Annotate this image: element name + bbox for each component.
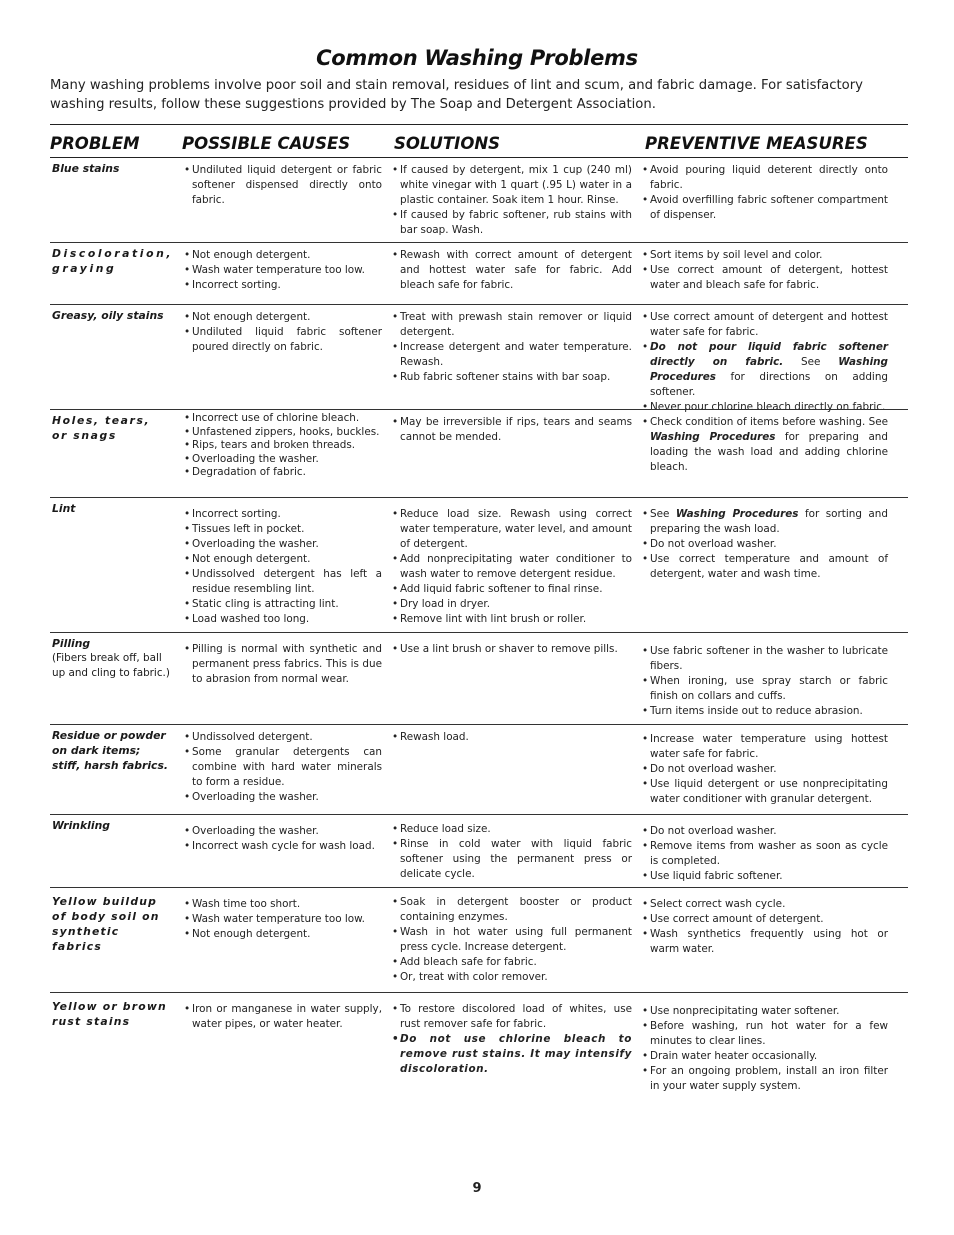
cause-item: • Incorrect sorting. (184, 278, 382, 293)
problem-label: Holes, tears, or snags (52, 414, 151, 442)
solution-item: • Rewash load. (392, 730, 632, 745)
solution-item: • If caused by fabric softener, rub stains with bar soap. Wash. (392, 208, 632, 238)
preventive-item: • Use correct amount of detergent, hottest water and bleach safe for fabric. (642, 263, 888, 293)
solution-item: • Or, treat with color remover. (392, 970, 632, 985)
cause-item: • Incorrect sorting. (184, 507, 382, 522)
cause-item: • Some granular detergents can combine with hard water minerals to form a residue. (184, 745, 382, 790)
cause-item: • Overloading the washer. (184, 453, 382, 467)
solution-item: • Remove lint with lint brush or roller. (392, 612, 632, 627)
header-possible-causes: POSSIBLE CAUSES (182, 134, 351, 153)
cause-item: • Wash time too short. (184, 897, 382, 912)
cause-item: • Overloading the washer. (184, 537, 382, 552)
cause-item: • Iron or manganese in water supply, water pipes, or water heater. (184, 1002, 382, 1032)
cause-item: • Rips, tears and broken threads. (184, 439, 382, 453)
table-row (50, 632, 908, 724)
cause-item: • Wash water temperature too low. (184, 912, 382, 927)
solution-item: • Use a lint brush or shaver to remove pills. (392, 642, 632, 657)
table-header (50, 124, 908, 157)
preventive-item: • Increase water temperature using hottest water safe for fabric. (642, 732, 888, 762)
problem-label: Blue stains (52, 162, 120, 175)
cause-item: • Unfastened zippers, hooks, buckles. (184, 426, 382, 440)
cause-item: • Incorrect wash cycle for wash load. (184, 839, 382, 854)
solution-item: • Reduce load size. (392, 822, 632, 837)
table-row (50, 497, 908, 632)
table-row (50, 304, 908, 413)
page-number: 9 (472, 1181, 482, 1196)
solution-item: • Treat with prewash stain remover or liquid detergent. (392, 310, 632, 340)
solution-item: • May be irreversible if rips, tears and seams cannot be mended. (392, 415, 632, 445)
table-row (50, 157, 908, 242)
preventive-item: • Wash synthetics frequently using hot or warm water. (642, 927, 888, 957)
problem-label: Wrinkling (52, 819, 110, 832)
problem-label: Residue or powder on dark items; stiff, harsh fabrics. (52, 729, 168, 772)
preventive-item: • Drain water heater occasionally. (642, 1049, 888, 1064)
cause-item: • Not enough detergent. (184, 310, 382, 325)
cause-item: • Wash water temperature too low. (184, 263, 382, 278)
solution-item: • Rub fabric softener stains with bar soap. (392, 370, 632, 385)
cause-item: • Not enough detergent. (184, 248, 382, 263)
header-preventive-measures: PREVENTIVE MEASURES (645, 134, 868, 153)
cause-item: • Overloading the washer. (184, 824, 382, 839)
cause-item: • Degradation of fabric. (184, 466, 382, 480)
cause-item: • Undissolved detergent has left a residue resembling lint. (184, 567, 382, 597)
solution-item: • Add nonprecipitating water conditioner to wash water to remove detergent residue. (392, 552, 632, 582)
problem-label: Greasy, oily stains (52, 309, 164, 322)
header-problem: PROBLEM (50, 134, 140, 153)
preventive-item-rich: • Do not pour liquid fabric softener directly on fabric. See Washing Procedures for directions on adding softener. (642, 340, 888, 400)
problem-label: Yellow or brown rust stains (52, 1000, 167, 1028)
preventive-item: • Use correct temperature and amount of detergent, water and wash time. (642, 552, 888, 582)
preventive-item: • Do not overload washer. (642, 824, 888, 839)
preventive-item: • Remove items from washer as soon as cycle is completed. (642, 839, 888, 869)
solution-item: • Rewash with correct amount of detergent and hottest water safe for fabric. Add bleach safe for fabric. (392, 248, 632, 293)
table-row (50, 242, 908, 304)
preventive-item-rich: • See Washing Procedures for sorting and preparing the wash load. (642, 507, 888, 537)
solution-item: • Reduce load size. Rewash using correct water temperature, water level, and amount of detergent. (392, 507, 632, 552)
solution-item: • Increase detergent and water temperature. Rewash. (392, 340, 632, 370)
solution-item: • Add bleach safe for fabric. (392, 955, 632, 970)
preventive-item: • Use liquid fabric softener. (642, 869, 888, 884)
solution-item: • To restore discolored load of whites, use rust remover safe for fabric. (392, 1002, 632, 1032)
cause-item: • Undiluted liquid detergent or fabric softener dispensed directly onto fabric. (184, 163, 382, 208)
cause-item: • Pilling is normal with synthetic and permanent press fabrics. This is due to abrasion from normal wear. (184, 642, 382, 687)
cause-item: • Overloading the washer. (184, 790, 382, 805)
solution-item-warning: • Do not use chlorine bleach to remove rust stains. It may intensify discoloration. (392, 1032, 632, 1077)
solution-item: • Add liquid fabric softener to final rinse. (392, 582, 632, 597)
cause-item: • Undiluted liquid fabric softener poured directly on fabric. (184, 325, 382, 355)
header-solutions: SOLUTIONS (394, 134, 501, 153)
intro-paragraph: Many washing problems involve poor soil and stain removal, residues of lint and scum, and fabric damage. For satisfactory washing results, follow these suggestions provided by The Soap and Detergent Association. (50, 78, 863, 112)
preventive-item: • Use correct amount of detergent and hottest water safe for fabric. (642, 310, 888, 340)
preventive-item: • Sort items by soil level and color. (642, 248, 888, 263)
preventive-item: • Select correct wash cycle. (642, 897, 888, 912)
cause-item: • Static cling is attracting lint. (184, 597, 382, 612)
solution-item: • If caused by detergent, mix 1 cup (240 ml) white vinegar with 1 quart (.95 L) water in a plastic container. Soak item 1 hour. Rinse. (392, 163, 632, 208)
solution-item: • Dry load in dryer. (392, 597, 632, 612)
preventive-item: • Use liquid detergent or use nonprecipitating water conditioner with granular detergent. (642, 777, 888, 807)
cause-item: • Undissolved detergent. (184, 730, 382, 745)
table-row (50, 724, 908, 814)
preventive-item: • Do not overload washer. (642, 762, 888, 777)
problem-label: Pilling (Fibers break off, ball up and cling to fabric.) (52, 637, 170, 679)
cause-item: • Not enough detergent. (184, 927, 382, 942)
preventive-item-rich: • Check condition of items before washing. See Washing Procedures for preparing and loading the wash load and adding chlorine bleach. (642, 415, 888, 475)
preventive-item: • When ironing, use spray starch or fabric finish on collars and cuffs. (642, 674, 888, 704)
preventive-item: • Never pour chlorine bleach directly on fabric. (642, 400, 888, 415)
cause-item: • Not enough detergent. (184, 552, 382, 567)
preventive-item: • Turn items inside out to reduce abrasion. (642, 704, 888, 719)
preventive-item: • Avoid pouring liquid deterent directly onto fabric. (642, 163, 888, 193)
preventive-item: • Before washing, run hot water for a few minutes to clear lines. (642, 1019, 888, 1049)
solution-item: • Wash in hot water using full permanent press cycle. Increase detergent. (392, 925, 632, 955)
problem-sublabel: (Fibers break off, ball up and cling to fabric.) (52, 652, 170, 679)
problem-label: Yellow buildup of body soil on synthetic fabrics (52, 895, 160, 953)
preventive-item: • Avoid overfilling fabric softener compartment of dispenser. (642, 193, 888, 223)
problem-label: Lint (52, 502, 76, 515)
table-row (50, 814, 908, 887)
preventive-item: • Do not overload washer. (642, 537, 888, 552)
solution-item: • Soak in detergent booster or product containing enzymes. (392, 895, 632, 925)
problem-label: Discoloration, graying (52, 247, 174, 275)
table-row (50, 887, 908, 992)
solution-item: • Rinse in cold water with liquid fabric softener using the permanent press or delicate cycle. (392, 837, 632, 882)
table-row (50, 409, 908, 497)
preventive-item: • For an ongoing problem, install an iron filter in your water supply system. (642, 1064, 888, 1094)
cause-item: • Load washed too long. (184, 612, 382, 627)
page-title: Common Washing Problems (316, 46, 638, 70)
cause-item: • Incorrect use of chlorine bleach. (184, 412, 382, 426)
table-row (50, 992, 908, 1103)
preventive-item: • Use fabric softener in the washer to lubricate fibers. (642, 644, 888, 674)
cause-item: • Tissues left in pocket. (184, 522, 382, 537)
problems-table (50, 124, 908, 1103)
preventive-item: • Use correct amount of detergent. (642, 912, 888, 927)
preventive-item: • Use nonprecipitating water softener. (642, 1004, 888, 1019)
